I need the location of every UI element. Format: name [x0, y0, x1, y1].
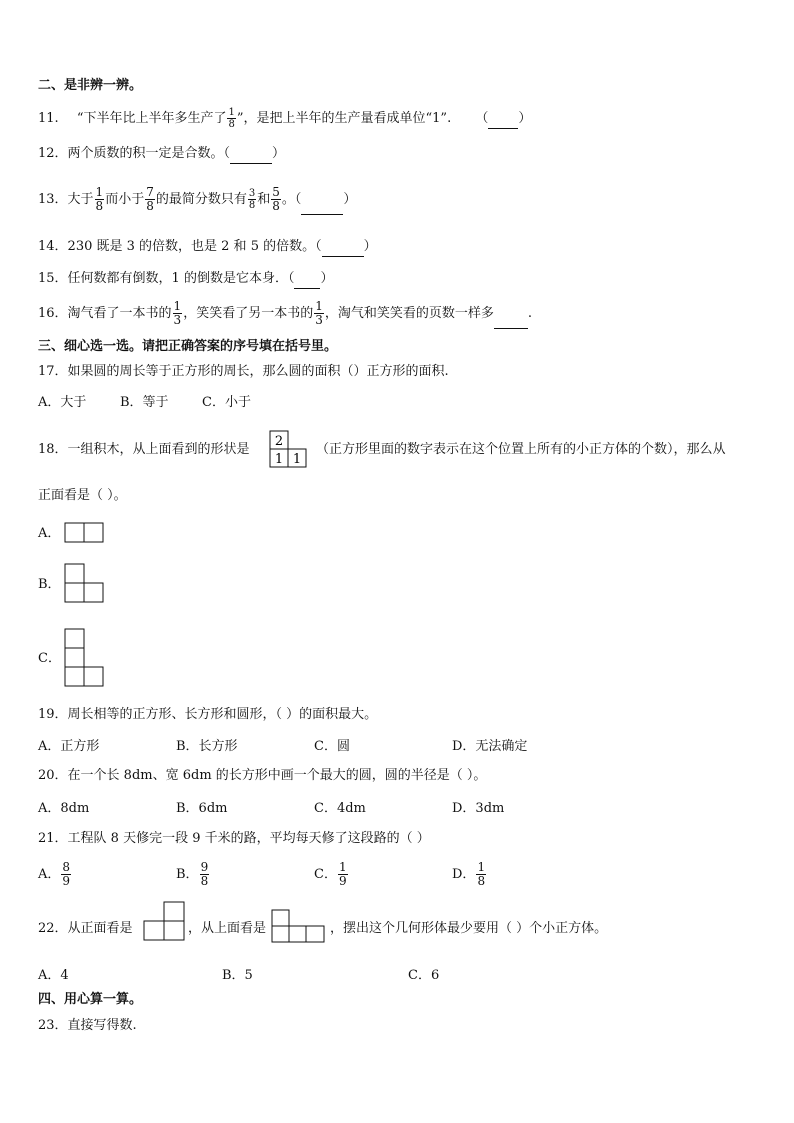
q16-text-pre: 16．淘气看了一本书的: [38, 306, 172, 321]
q13-text-mid1: 而小于: [105, 192, 145, 207]
q19-option-d[interactable]: D．无法确定: [452, 739, 528, 754]
q22-option-c[interactable]: C．6: [408, 968, 440, 983]
q19-option-a[interactable]: A．正方形: [38, 739, 100, 754]
section-heading-2: 二、是非辨一辨。: [38, 78, 143, 93]
q16-text-post: ，淘气和笑笑看的页数一样多: [324, 306, 494, 321]
q12-text: 12．两个质数的积一定是合数。（: [38, 146, 231, 161]
cube-square: [84, 667, 103, 686]
question-22-post: ，摆出这个几何形体最少要用（ ）个小正方体。: [330, 921, 608, 936]
q18-grid-label-top: 2: [274, 434, 284, 449]
q12-answer-blank[interactable]: [230, 145, 272, 164]
q17-option-c[interactable]: C．小于: [202, 395, 251, 410]
q17-option-b[interactable]: B．等于: [120, 395, 169, 410]
q16-text-mid: ，笑笑看了另一本书的: [183, 306, 314, 321]
q13-fraction-1: $\frac{1}{8}$: [95, 185, 104, 213]
cube-square: [84, 523, 103, 542]
q11-number: 11.: [38, 111, 59, 126]
q14-answer-blank[interactable]: [322, 238, 364, 257]
q21-option-c[interactable]: [314, 860, 349, 890]
q13-fraction-3: $\frac{3}{8}$: [248, 188, 256, 211]
q15-paren-right: ）: [320, 271, 334, 286]
q21-option-b-label: B．: [176, 867, 199, 882]
q16-answer-blank[interactable]: [494, 300, 528, 329]
q21-option-a[interactable]: [38, 860, 72, 890]
question-20: 20．在一个长 8dm、宽 6dm 的长方形中画一个最大的圆，圆的半径是（ ）。: [38, 768, 487, 783]
q16-fraction-1: $\frac{1}{3}$: [173, 299, 182, 327]
question-19: 19．周长相等的正方形、长方形和圆形，（ ）的面积最大。: [38, 707, 378, 722]
cube-square: [65, 564, 84, 583]
question-18-pre: 18．一组积木，从上面看到的形状是: [38, 442, 250, 457]
cube-square: [65, 648, 84, 667]
q11-text-pre: “下半年比上半年多生产了: [76, 111, 227, 126]
q21-option-c-label: C．: [314, 867, 337, 882]
q14-text: 14．230 既是 3 的倍数，也是 2 和 5 的倍数。（: [38, 239, 322, 254]
q11-fraction: $\frac{1}{8}$: [228, 107, 235, 130]
question-12: [38, 145, 285, 164]
cube-square: [65, 523, 84, 542]
question-18-post: （正方形里面的数字表示在这个位置上所有的小正方体的个数），那么从: [316, 442, 726, 457]
q13-text-pre: 13．大于: [38, 192, 94, 207]
q18-option-a-figure: [64, 522, 106, 544]
q20-option-d[interactable]: D．3dm: [452, 801, 505, 816]
q13-text-post: 。（: [281, 192, 302, 207]
cube-square: [272, 926, 289, 942]
q17-option-a[interactable]: A．大于: [38, 395, 87, 410]
cube-square: [65, 629, 84, 648]
question-23: 23．直接写得数.: [38, 1018, 137, 1033]
q18-option-c-figure: [64, 628, 106, 688]
q11-paren-right: ）: [518, 111, 532, 126]
question-21: 21．工程队 8 天修完一段 9 千米的路，平均每天修了这段路的（ ）: [38, 831, 430, 846]
question-18-line2: 正面看是（ ）。: [38, 488, 127, 503]
cube-square: [289, 926, 306, 942]
cube-square: [164, 921, 184, 940]
q12-paren-right: ）: [272, 146, 286, 161]
q18-option-b-figure: [64, 563, 106, 605]
q13-fraction-2: $\frac{7}{8}$: [146, 185, 154, 213]
q21-option-a-fraction: $\frac{8}{9}$: [62, 860, 71, 888]
q22-top-view-figure: [270, 909, 328, 945]
q21-option-d[interactable]: [452, 860, 487, 890]
q20-option-c[interactable]: C．4dm: [314, 801, 366, 816]
cube-square: [306, 926, 324, 942]
question-17: 17．如果圆的周长等于正方形的周长，那么圆的面积（）正方形的面积.: [38, 364, 449, 379]
q11-answer-blank[interactable]: [488, 110, 518, 129]
q14-paren-right: ）: [363, 239, 377, 254]
question-11: [38, 107, 531, 130]
q16-fraction-2: $\frac{1}{3}$: [315, 299, 323, 327]
q16-text-end: .: [527, 306, 532, 321]
q22-option-a[interactable]: A．4: [38, 968, 69, 983]
q19-option-b[interactable]: B．长方形: [176, 739, 238, 754]
question-22-pre: 22．从正面看是: [38, 921, 133, 936]
q11-paren-left: （: [475, 111, 489, 126]
q20-option-b[interactable]: B．6dm: [176, 801, 228, 816]
cube-square: [84, 583, 103, 602]
q13-text-mid2: 的最简分数只有: [155, 192, 247, 207]
q13-fraction-4: $\frac{5}{8}$: [272, 185, 280, 213]
question-13: [38, 186, 356, 215]
q21-option-b-fraction: $\frac{9}{8}$: [200, 860, 209, 888]
q22-front-view-figure: [142, 901, 188, 943]
q21-option-d-fraction: $\frac{1}{8}$: [477, 860, 486, 888]
q18-grid-label-br: 1: [292, 452, 302, 467]
q21-option-d-label: D．: [452, 867, 476, 882]
cube-square: [65, 583, 84, 602]
question-22-mid: ，从上面看是: [188, 921, 267, 936]
q18-grid-label-bl: 1: [274, 452, 284, 467]
q18-option-a[interactable]: A．: [38, 526, 61, 541]
cube-square: [272, 910, 289, 926]
q18-option-b[interactable]: B．: [38, 577, 61, 592]
cube-square: [164, 902, 184, 921]
q21-option-b[interactable]: [176, 860, 210, 890]
q13-text-mid3: 和: [257, 192, 271, 207]
q22-option-b[interactable]: B．5: [222, 968, 253, 983]
q20-option-a[interactable]: A．8dm: [38, 801, 90, 816]
q15-text: 15．任何数都有倒数，1 的倒数是它本身．（: [38, 271, 295, 286]
cube-square: [65, 667, 84, 686]
q21-option-a-label: A．: [38, 867, 61, 882]
question-15: [38, 270, 333, 289]
question-16: [38, 300, 532, 329]
q13-answer-blank[interactable]: [301, 186, 343, 215]
section-heading-4: 四、用心算一算。: [38, 992, 143, 1007]
q11-text-post: ”，是把上半年的生产量看成单位“1”.: [236, 111, 452, 126]
cube-square: [144, 921, 164, 940]
q21-option-c-fraction: $\frac{1}{9}$: [338, 860, 347, 888]
q19-option-c[interactable]: C．圆: [314, 739, 350, 754]
q18-top-view-grid: [269, 430, 309, 468]
q15-answer-blank[interactable]: [294, 270, 320, 289]
q13-paren-right: ）: [343, 192, 357, 207]
question-14: [38, 238, 377, 257]
q18-option-c[interactable]: C．: [38, 651, 61, 666]
section-heading-3: 三、细心选一选。请把正确答案的序号填在括号里。: [38, 339, 338, 354]
